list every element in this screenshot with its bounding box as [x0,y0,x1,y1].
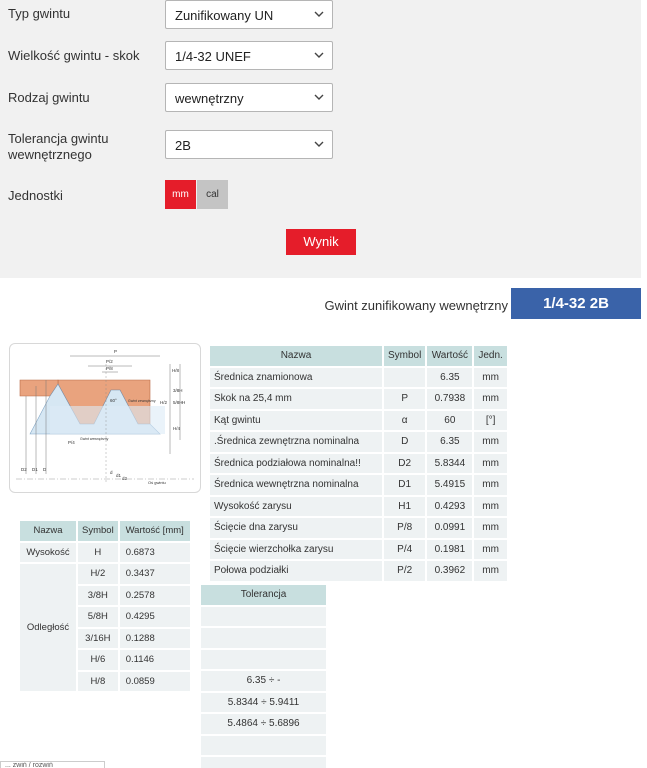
collapse-tab[interactable]: ... zwiń / rozwiń [0,761,105,768]
row-symbol: P/2 [383,560,426,582]
external-thread-band [50,406,165,434]
row-value: 0.4293 [426,496,473,518]
thread-profile-diagram [9,343,201,493]
row-value: 0.2578 [119,585,191,607]
row-unit: mm [473,560,507,582]
table-row [19,542,191,564]
result-label: Gwint zunifikowany wewnętrzny [324,298,508,313]
diagram-label-60deg: 60° [110,398,117,403]
table-row [209,410,508,432]
row-unit: mm [473,367,507,389]
row-name: Ścięcie dna zarysu [209,517,383,539]
row-symbol: D [383,431,426,453]
kind-label: Rodzaj gwintu [8,90,90,105]
tolerance-select[interactable] [165,130,333,159]
diagram-label-external: Gwint zewnętrzny [128,399,156,403]
table-row [209,431,508,453]
table-row [200,606,327,628]
row-unit: mm [473,517,507,539]
row-unit: mm [473,388,507,410]
row-name: Średnica znamionowa [209,367,383,389]
tolerance-cell: 5.8344 ÷ 5.9411 [200,692,327,714]
row-value: 0.4295 [119,606,191,628]
row-value: 0.6873 [119,542,191,564]
diagram-label-P8: P/8 [106,366,113,371]
col-header-tolerance: Tolerancja [200,584,327,606]
col-header-value: Wartość [426,345,473,367]
row-group-name: Odległość [19,563,77,692]
tolerance-value: 2B [175,138,191,153]
row-symbol: P/8 [383,517,426,539]
row-symbol: H1 [383,496,426,518]
tolerance-table [199,583,328,768]
kind-select[interactable] [165,83,333,112]
units-label: Jednostki [8,188,63,203]
size-value: 1/4-32 UNEF [175,49,251,64]
thread-type-select[interactable] [165,0,333,29]
diagram-label-d2: d2 [122,476,128,481]
row-unit: mm [473,431,507,453]
row-value: 0.1146 [119,649,191,671]
row-name: Kąt gwintu [209,410,383,432]
table-row [200,713,327,735]
row-symbol: D2 [383,453,426,475]
row-value: 0.0859 [119,671,191,693]
thread-profile-drawing [10,344,200,492]
table-row [209,453,508,475]
diagram-label-P2: P/2 [106,359,113,364]
diagram-label-D1: D1 [32,467,38,472]
row-value: 0.3962 [426,560,473,582]
row-symbol: P [383,388,426,410]
diagram-label-D: D [43,467,47,472]
row-unit: mm [473,453,507,475]
tolerance-label [8,131,108,163]
row-symbol: 3/16H [77,628,119,650]
row-symbol: H [77,542,119,564]
col-header-value: Wartość [mm] [119,520,191,542]
kind-value: wewnętrzny [175,91,244,106]
row-value: 5.8344 [426,453,473,475]
row-symbol: P/4 [383,539,426,561]
table-row [209,474,508,496]
row-value: 0.1288 [119,628,191,650]
tolerance-cell: 5.4864 ÷ 5.6896 [200,713,327,735]
table-row [200,627,327,649]
tolerance-label-line2: wewnętrznego [8,147,92,162]
chevron-down-icon [313,90,325,104]
chevron-down-icon [313,48,325,62]
table-row [209,367,508,389]
col-header-symbol: Symbol [77,520,119,542]
diagram-label-internal: Gwint wewnętrzny [80,437,109,441]
row-unit: mm [473,539,507,561]
row-name: Średnica wewnętrzna nominalna [209,474,383,496]
table-row [209,388,508,410]
chevron-down-icon [313,7,325,21]
row-value: 0.1981 [426,539,473,561]
diagram-label-38H: 3/8H [173,388,183,393]
row-name: Ścięcie wierzchołka zarysu [209,539,383,561]
diagram-label-H: H [182,400,186,405]
unit-mm-button[interactable]: mm [165,180,196,209]
diagram-label-H2: H/2 [160,400,168,405]
row-value: 0.7938 [426,388,473,410]
tolerance-cell [200,756,327,768]
table-row [209,496,508,518]
size-select[interactable] [165,41,333,70]
row-symbol [383,367,426,389]
row-name: Połowa podziałki [209,560,383,582]
thread-parameters-table [208,344,509,583]
diagram-label-58H: 5/8H [173,400,183,405]
thread-form [0,0,641,278]
row-symbol: H/2 [77,563,119,585]
diagram-label-d1: d1 [116,473,122,478]
row-name: Skok na 25,4 mm [209,388,383,410]
table-row [200,649,327,671]
table-header-row [209,345,508,367]
col-header-unit: Jedn. [473,345,507,367]
row-symbol: H/6 [77,649,119,671]
row-symbol: 5/8H [77,606,119,628]
row-unit: [°] [473,410,507,432]
row-value: 60 [426,410,473,432]
diagram-label-H8: H/8 [172,368,180,373]
result-badge: 1/4-32 2B [511,288,641,319]
row-unit: mm [473,496,507,518]
col-header-name: Nazwa [19,520,77,542]
row-symbol: H/8 [77,671,119,693]
col-header-symbol: Symbol [383,345,426,367]
table-row [209,560,508,582]
table-row [19,563,191,585]
result-button[interactable]: Wynik [286,229,356,255]
tolerance-cell [200,627,327,649]
diagram-label-H4: H/4 [173,426,181,431]
size-label: Wielkość gwintu - skok [8,48,140,63]
table-header-row [19,520,191,542]
row-value: 6.35 [426,431,473,453]
thread-type-value: Zunifikowany UN [175,8,274,23]
row-value: 0.0991 [426,517,473,539]
table-row [209,517,508,539]
diagram-label-P: P [114,349,118,354]
row-value: 0.3437 [119,563,191,585]
row-value: 6.35 [426,367,473,389]
row-name: Średnica podziałowa nominalna!! [209,453,383,475]
row-name: Wysokość zarysu [209,496,383,518]
diagram-label-P4: P/4 [68,440,75,445]
diagram-label-D2: D2 [21,467,27,472]
col-header-name: Nazwa [209,345,383,367]
row-name: .Średnica zewnętrzna nominalna [209,431,383,453]
diagram-label-d: d [110,470,113,475]
tolerance-cell [200,735,327,757]
unit-cal-button[interactable]: cal [197,180,228,209]
table-row [200,735,327,757]
table-row [209,539,508,561]
row-symbol: 3/8H [77,585,119,607]
table-row [200,692,327,714]
chevron-down-icon [313,137,325,151]
tolerance-cell: 6.35 ÷ - [200,670,327,692]
row-value: 5.4915 [426,474,473,496]
row-symbol: α [383,410,426,432]
table-header-row [200,584,327,606]
row-unit: mm [473,474,507,496]
tolerance-cell [200,606,327,628]
table-row [200,756,327,768]
table-row [200,670,327,692]
tolerance-cell [200,649,327,671]
row-symbol: D1 [383,474,426,496]
thread-type-label: Typ gwintu [8,6,71,21]
tolerance-label-line1: Tolerancja gwintu [8,131,109,146]
diagram-label-axis: Oś gwintu [148,480,166,485]
row-name: Wysokość [19,542,77,564]
thread-profile-dimensions-table [18,519,192,693]
